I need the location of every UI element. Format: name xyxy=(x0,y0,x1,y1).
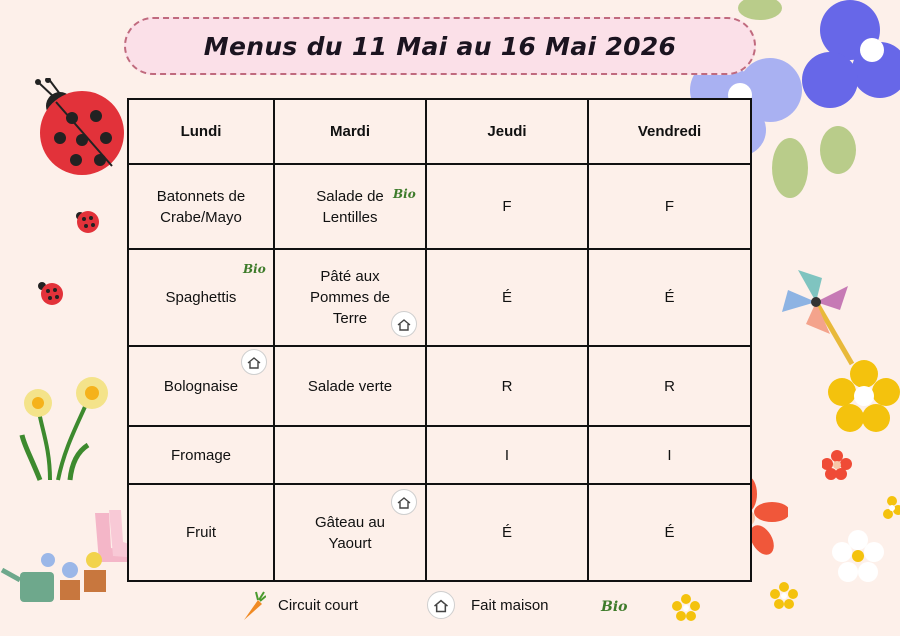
table-cell xyxy=(274,426,426,484)
flower-yellow-small-2-icon xyxy=(770,582,798,610)
legend-fait-maison: Fait maison xyxy=(471,597,549,614)
flower-small-red-icon xyxy=(822,450,852,480)
table-cell-with-badge xyxy=(274,249,426,346)
pinwheel-icon xyxy=(778,264,858,368)
table-cell: É xyxy=(588,484,751,581)
table-row xyxy=(128,346,751,426)
table-cell: Fromage xyxy=(128,426,274,484)
column-header-lundi: Lundi xyxy=(128,99,274,164)
page-title: Menus du 11 Mai au 16 Mai 2026 xyxy=(203,31,677,61)
table-cell: R xyxy=(426,346,588,426)
carrot-icon xyxy=(236,590,266,622)
menu-table xyxy=(127,98,752,582)
bio-label: Bio xyxy=(601,599,628,615)
table-cell: Fruit xyxy=(128,484,274,581)
table-cell-with-badge xyxy=(128,249,274,346)
table-cell: I xyxy=(588,426,751,484)
table-cell: É xyxy=(426,484,588,581)
table-cell-text: Salade de Lentilles xyxy=(316,187,384,226)
ladybug-large-icon xyxy=(20,78,130,178)
daffodil-icon xyxy=(10,365,120,485)
table-cell: I xyxy=(426,426,588,484)
table-row xyxy=(128,249,751,346)
table-cell-text: Bolognaise xyxy=(163,377,239,395)
header-row xyxy=(128,99,751,164)
table-cell: É xyxy=(588,249,751,346)
table-row xyxy=(128,426,751,484)
table-cell: F xyxy=(588,164,751,249)
watering-can-icon xyxy=(0,520,115,616)
bio-icon xyxy=(391,179,417,205)
flower-yellow-small-icon xyxy=(672,594,700,622)
flower-yellow-small-3-icon xyxy=(880,496,900,520)
table-row xyxy=(128,484,751,581)
house-icon xyxy=(427,591,455,619)
table-row xyxy=(128,164,751,249)
column-header-vendredi: Vendredi xyxy=(588,99,751,164)
bio-icon xyxy=(241,254,267,280)
flower-white-icon xyxy=(832,530,884,582)
flower-yellow-icon xyxy=(828,360,900,432)
table-cell-text: Gâteau au Yaourt xyxy=(314,513,386,552)
table-cell: Salade verte xyxy=(274,346,426,426)
table-cell: Batonnets de Crabe/Mayo xyxy=(128,164,274,249)
ladybug-small-icon xyxy=(72,206,102,236)
bio-icon xyxy=(599,594,629,622)
table-cell-with-badge xyxy=(274,164,426,249)
column-header-jeudi: Jeudi xyxy=(426,99,588,164)
table-cell-text: Spaghettis xyxy=(165,289,237,306)
table-cell: F xyxy=(426,164,588,249)
legend-circuit-court: Circuit court xyxy=(278,597,359,614)
column-header-mardi: Mardi xyxy=(274,99,426,164)
title-banner xyxy=(124,17,756,75)
table-cell: R xyxy=(588,346,751,426)
house-icon xyxy=(391,311,417,337)
bio-label: Bio xyxy=(393,187,416,201)
table-cell-with-badge xyxy=(274,484,426,581)
ladybug-tiny-icon xyxy=(36,278,66,308)
table-cell-with-badge xyxy=(128,346,274,426)
house-icon xyxy=(391,489,417,515)
table-cell-text: Pâté aux Pommes de Terre xyxy=(309,268,391,327)
bio-label: Bio xyxy=(243,262,266,276)
house-icon xyxy=(241,349,267,375)
table-cell: É xyxy=(426,249,588,346)
